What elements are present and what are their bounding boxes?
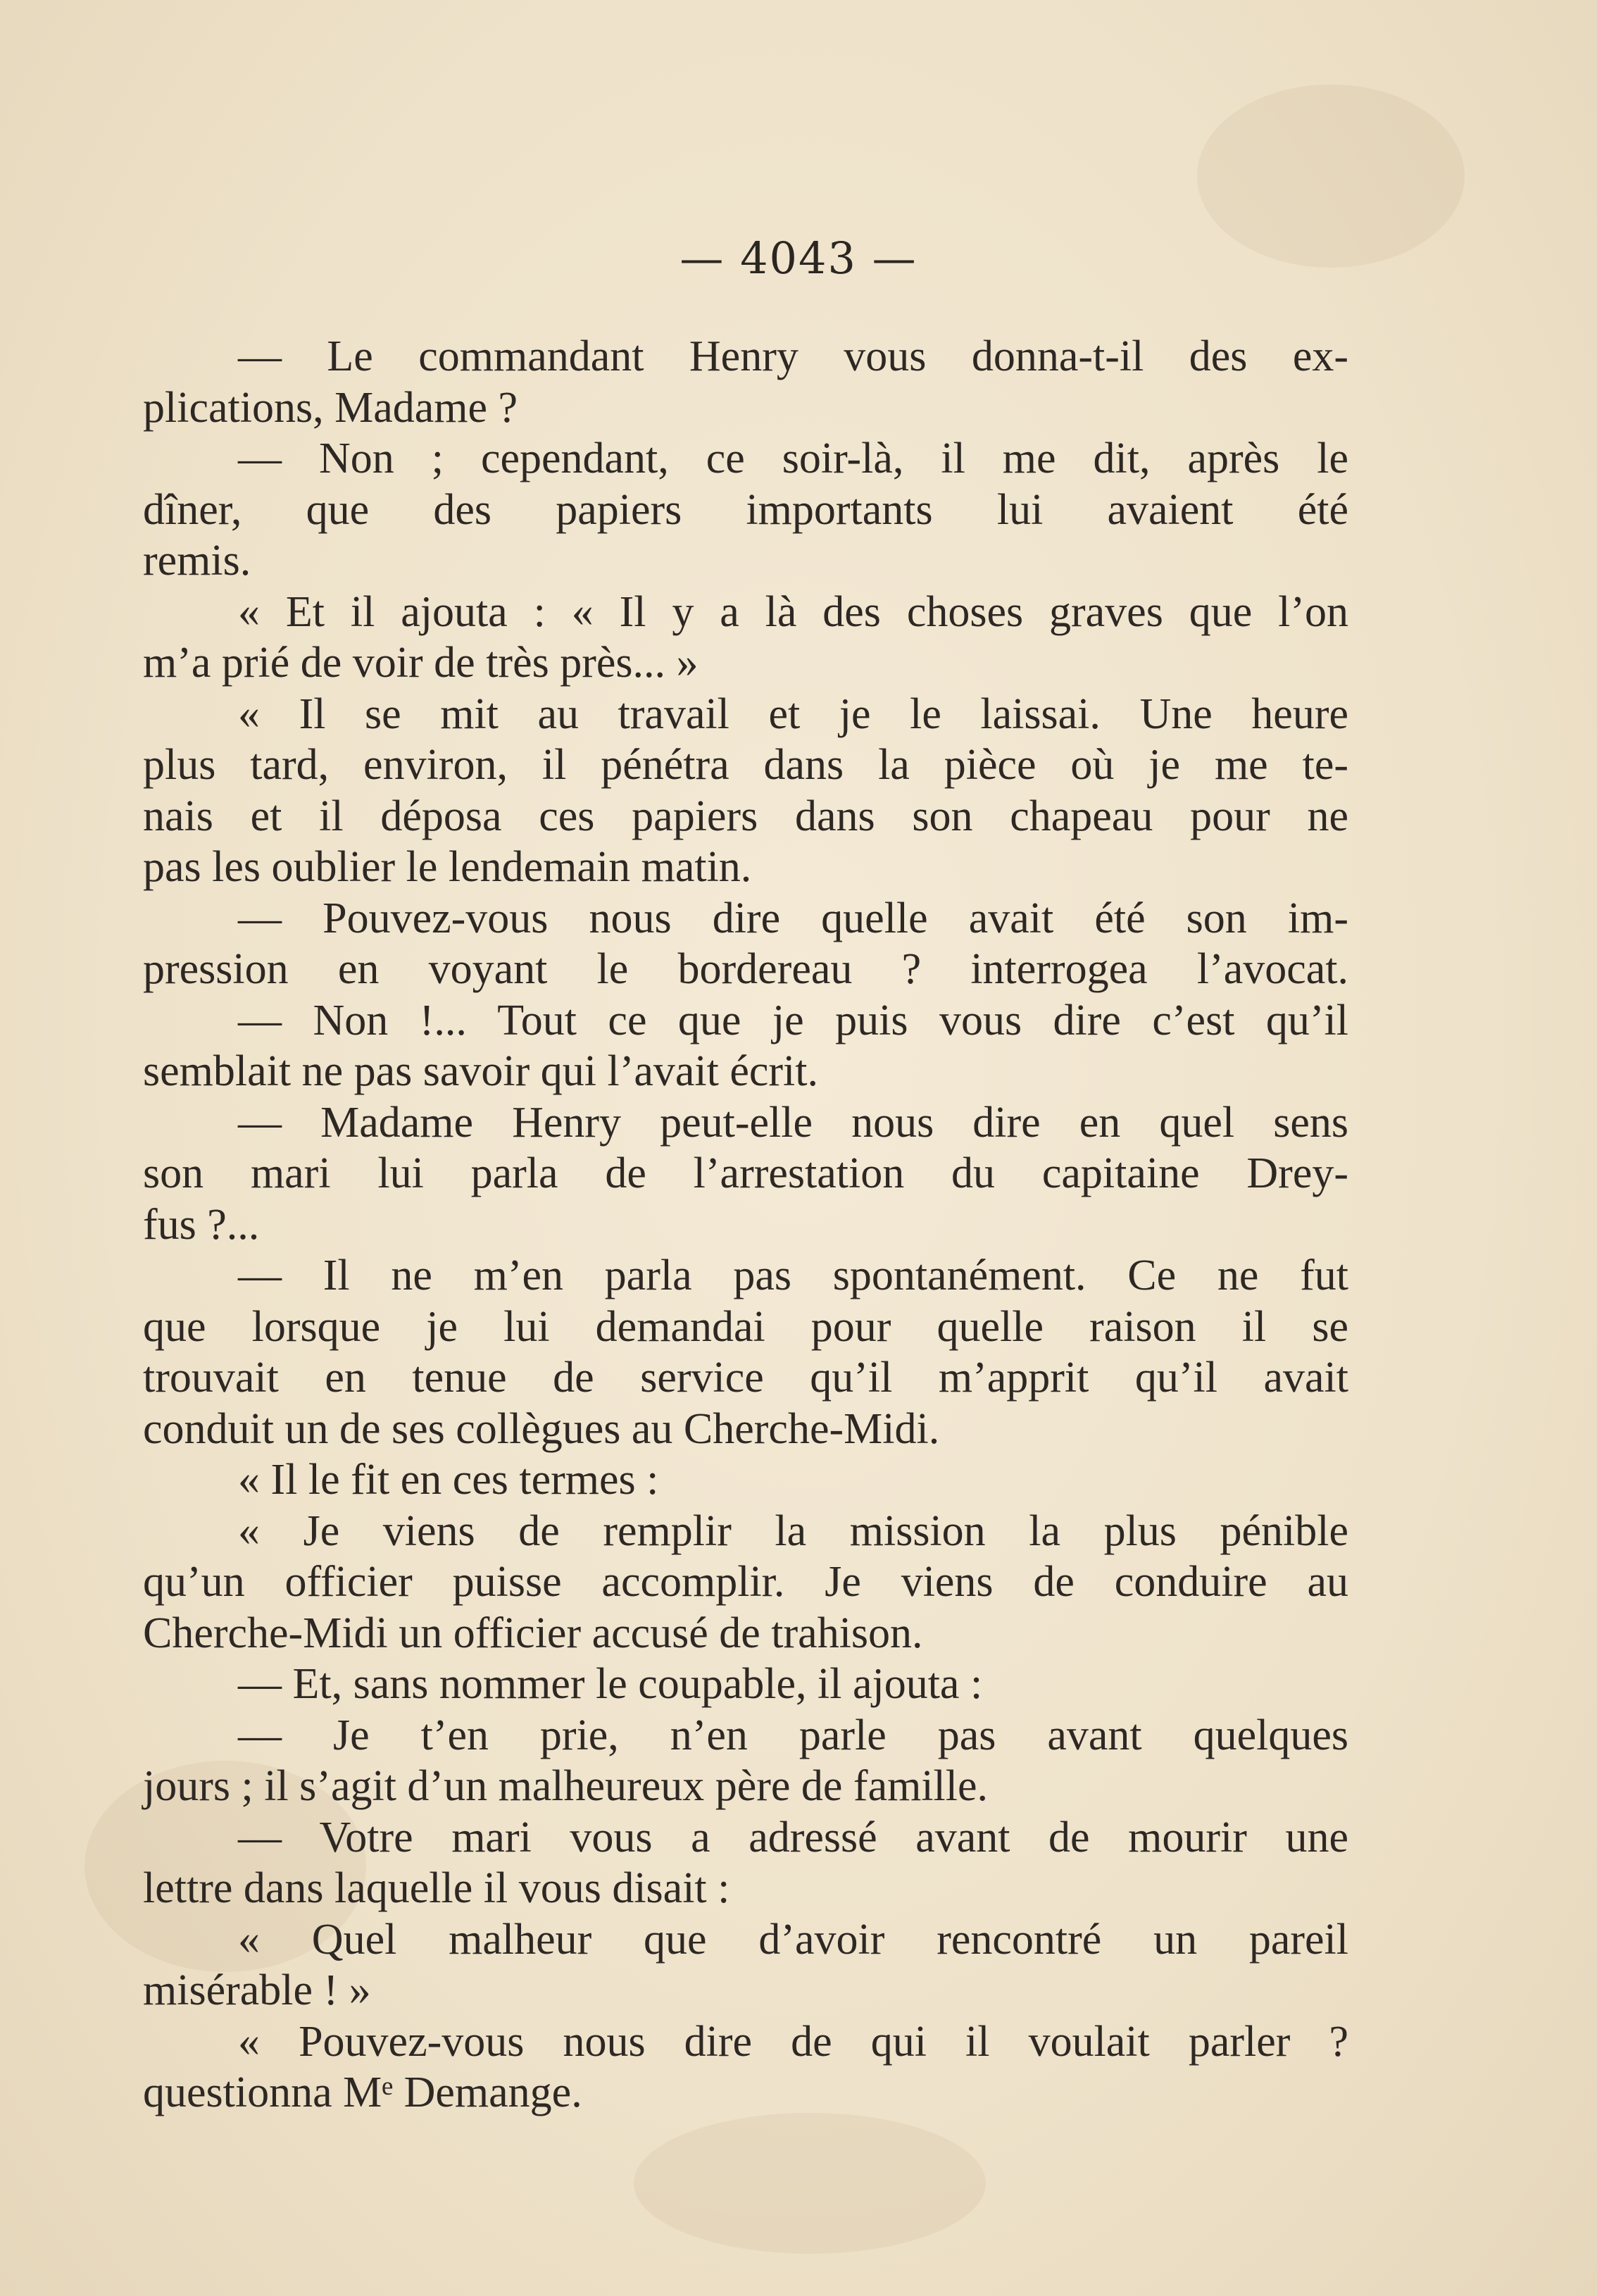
text-line: jours ; il s’agit d’un malheureux père de famille. (143, 1762, 989, 1810)
text-line: — Il ne m’en parla pas spontanément. Ce ne fut (238, 1252, 1348, 1299)
text-line: « Pouvez-vous nous dire de qui il voulait parler ? (238, 2017, 1348, 2066)
text-line: lettre dans laquelle il vous disait : (143, 1864, 730, 1912)
text-line: — Je t’en prie, n’en parle pas avant quelques (238, 1711, 1348, 1759)
paper-stain (634, 2113, 986, 2254)
text-line: conduit un de ses collègues au Cherche-Midi. (143, 1404, 940, 1453)
text-line: « Je viens de remplir la mission la plus pénible (238, 1506, 1348, 1555)
text-line: — Le commandant Henry vous donna-t-il des ex- (238, 332, 1348, 380)
text-line: — Non ; cependant, ce soir-là, il me dit, après le (238, 435, 1348, 482)
text-line: « Et il ajouta : « Il y a là des choses graves que l’on (238, 587, 1348, 636)
text-line: m’a prié de voir de très près... » (143, 639, 699, 687)
text-line: Cherche-Midi un officier accusé de trahison. (143, 1609, 923, 1657)
text-line: trouvait en tenue de service qu’il m’apprit qu’il avait (143, 1354, 1348, 1402)
text-line: — Pouvez-vous nous dire quelle avait été son im- (238, 894, 1348, 942)
text-line: — Madame Henry peut-elle nous dire en quel sens (238, 1098, 1348, 1147)
text-line: misérable ! » (143, 1966, 371, 2014)
text-line: fus ?... (143, 1200, 260, 1249)
text-line: semblait ne pas savoir qui l’avait écrit. (143, 1047, 818, 1095)
text-line: pression en voyant le bordereau ? interrogea l’avocat. (143, 945, 1348, 993)
text-line: plications, Madame ? (143, 383, 518, 432)
text-line: plus tard, environ, il pénétra dans la pièce où je me te- (143, 741, 1348, 789)
page-number: — 4043 — (679, 232, 918, 284)
text-line: — Votre mari vous a adressé avant de mourir une (238, 1813, 1348, 1861)
text-line: « Quel malheur que d’avoir rencontré un pareil (238, 1915, 1348, 1964)
text-line: — Non !... Tout ce que je puis vous dire c’est qu’il (238, 996, 1348, 1044)
body-text (143, 331, 1348, 2119)
text-line: remis. (143, 537, 251, 585)
text-line: son mari lui parla de l’arrestation du capitaine Drey- (143, 1149, 1348, 1197)
text-line: qu’un officier puisse accomplir. Je viens de conduire au (143, 1558, 1348, 1606)
text-line: que lorsque je lui demandai pour quelle raison il se (143, 1302, 1348, 1351)
text-line: « Il le fit en ces termes : (238, 1456, 659, 1504)
text-line: nais et il déposa ces papiers dans son chapeau pour ne (143, 792, 1348, 840)
text-line: questionna Mᵉ Demange. (143, 2069, 582, 2116)
text-line: — Et, sans nommer le coupable, il ajouta : (238, 1660, 983, 1708)
text-line: dîner, que des papiers importants lui avaient été (143, 485, 1348, 534)
text-line: pas les oublier le lendemain matin. (143, 843, 752, 891)
text-line: « Il se mit au travail et je le laissai. Une heure (238, 690, 1348, 738)
